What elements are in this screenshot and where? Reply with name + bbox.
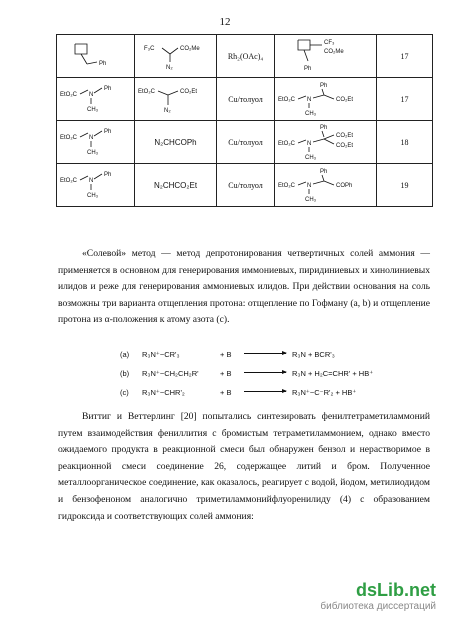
equation-products: R₃N + BCR'₃ (292, 350, 335, 359)
reference-cell: 19 (377, 164, 433, 207)
product-cell (275, 35, 377, 78)
reagent-cell (135, 35, 217, 78)
co2me-label: CO₂Me (179, 46, 200, 52)
diazo-structure (136, 38, 216, 74)
cf3-label: F₃C (143, 46, 154, 52)
amine-structure (58, 81, 134, 117)
azetidine-structure (61, 38, 131, 74)
equation-b (120, 366, 420, 385)
co2et-label: CO₂Et (179, 89, 197, 95)
eto2c-label: EtO₂C (277, 141, 295, 147)
eto2c-label: EtO₂C (277, 97, 295, 103)
amine-structure (58, 124, 134, 160)
n-label: N (88, 178, 93, 184)
ph-label: Ph (98, 61, 106, 67)
ch3-label: CH₃ (304, 197, 316, 203)
site-watermark (320, 580, 436, 612)
eto2c-label: EtO₂C (59, 92, 77, 98)
reaction-table (56, 34, 433, 207)
deprotonation-equations (120, 347, 420, 404)
equation-c (120, 385, 420, 404)
ph-label: Ph (319, 83, 327, 89)
paragraph-wittig (58, 409, 430, 525)
n-label: N (306, 97, 311, 103)
reference-cell: 17 (377, 78, 433, 121)
equation-reactant: R₃N⁺−CH₂CH₂R' (142, 369, 199, 378)
product-structure (276, 37, 376, 75)
co2me-label: CO₂Me (323, 49, 344, 55)
product-structure (276, 80, 376, 118)
ph-label: Ph (103, 129, 111, 135)
substrate-cell (57, 164, 135, 207)
reference-cell: 17 (377, 35, 433, 78)
product-cell (275, 121, 377, 164)
equation-products: R₃N + H₂C=CHR' + HB⁺ (292, 369, 374, 378)
equation-a (120, 347, 420, 366)
conditions-cell: Cu/толуол (217, 164, 275, 207)
table-row (57, 78, 433, 121)
n2-label: N₂ (163, 108, 171, 114)
reagent-cell: N₂CHCOPh (135, 121, 217, 164)
ch3-label: CH₃ (304, 111, 316, 117)
product-structure (276, 166, 376, 204)
reaction-arrow (244, 391, 286, 392)
equation-reagent: + B (220, 350, 232, 359)
substrate-cell (57, 78, 135, 121)
paragraph-salt-method (58, 246, 430, 329)
ph-label: Ph (103, 172, 111, 178)
n-label: N (88, 92, 93, 98)
eto2c-label: EtO₂C (59, 178, 77, 184)
equation-reagent: + B (220, 369, 232, 378)
table-row (57, 121, 433, 164)
eto2c-label: EtO₂C (277, 183, 295, 189)
watermark-logo: dsLib.net (356, 580, 436, 600)
paragraph-text: Виттиг и Веттерлинг [20] попытались синтезировать фенилтетраметиламмоний путем взаимодействия фениллития с бромистым тетраметиламмонием, однако вместо ожидаемого продукта в реакционной смеси был обнаружен бензол и нерастворимое в реакционной смеси соединение 26, содержащее литий и бром. Полученное металлоорганическое соединение, как оказалось, реагирует с водой, йодом, метилиодидом и бензофеноном аналогично триметиламмонийфлуоренилиду (4) с образованием гидроксида и соответствующих солей аммония: (58, 411, 430, 522)
co2et-label: CO₂Et (335, 97, 353, 103)
product-cell (275, 78, 377, 121)
table-row (57, 164, 433, 207)
equation-reactant: R₃N⁺−CR'₃ (142, 350, 180, 359)
reaction-arrow (244, 353, 286, 354)
conditions-cell: Cu/толуол (217, 78, 275, 121)
ph-label: Ph (319, 169, 327, 175)
product-cell (275, 164, 377, 207)
ch3-label: CH₃ (304, 155, 316, 161)
ch3-label: CH₃ (86, 107, 98, 113)
equation-reagent: + B (220, 388, 232, 397)
conditions-cell: Rh₂(OAc)₄ (217, 35, 275, 78)
co2et-label: CO₂Et (335, 143, 353, 149)
ch3-label: CH₃ (86, 193, 98, 199)
ph-label: Ph (319, 125, 327, 131)
paragraph-text: «Солевой» метод — метод депротонирования четвертичных солей аммония — применяется в основном для генерирования иммониевых, пиридиниевых и хинолиниевых илидов и реже для генерирования аммониевых илидов. При действии основания на соль возможны три варианта отщепления протона: отщепление по Гофману (a, b) и отщепление протона из α-положения к атому азота (c). (58, 248, 430, 326)
ch3-label: CH₃ (86, 150, 98, 156)
equation-label: (b) (120, 369, 130, 378)
reagent-cell: N₂CHCO₂Et (135, 164, 217, 207)
conditions-cell: Cu/толуол (217, 121, 275, 164)
reaction-arrow (244, 372, 286, 373)
cf3-label: CF₃ (323, 40, 334, 46)
n-label: N (306, 183, 311, 189)
watermark-subtitle: библиотека диссертаций (320, 601, 436, 612)
substrate-cell (57, 35, 135, 78)
coph-label: COPh (335, 183, 352, 189)
ph-label: Ph (303, 66, 311, 72)
n-label: N (306, 141, 311, 147)
page-number: 12 (219, 16, 231, 28)
diazomalonate-structure (136, 81, 216, 117)
equation-reactant: R₃N⁺−CHR'₂ (142, 388, 185, 397)
n-label: N (88, 135, 93, 141)
product-structure (276, 123, 376, 161)
equation-label: (a) (120, 350, 130, 359)
amine-structure (58, 167, 134, 203)
equation-products: R₃N⁺−C⁻R'₂ + HB⁺ (292, 388, 357, 397)
eto2c-label: EtO₂C (59, 135, 77, 141)
eto2c-label: EtO₂C (137, 89, 155, 95)
n2-label: N₂ (165, 65, 173, 71)
substrate-cell (57, 121, 135, 164)
table-row (57, 35, 433, 78)
ph-label: Ph (103, 86, 111, 92)
reagent-cell (135, 78, 217, 121)
equation-label: (c) (120, 388, 129, 397)
reference-cell: 18 (377, 121, 433, 164)
co2et-label: CO₂Et (335, 133, 353, 139)
